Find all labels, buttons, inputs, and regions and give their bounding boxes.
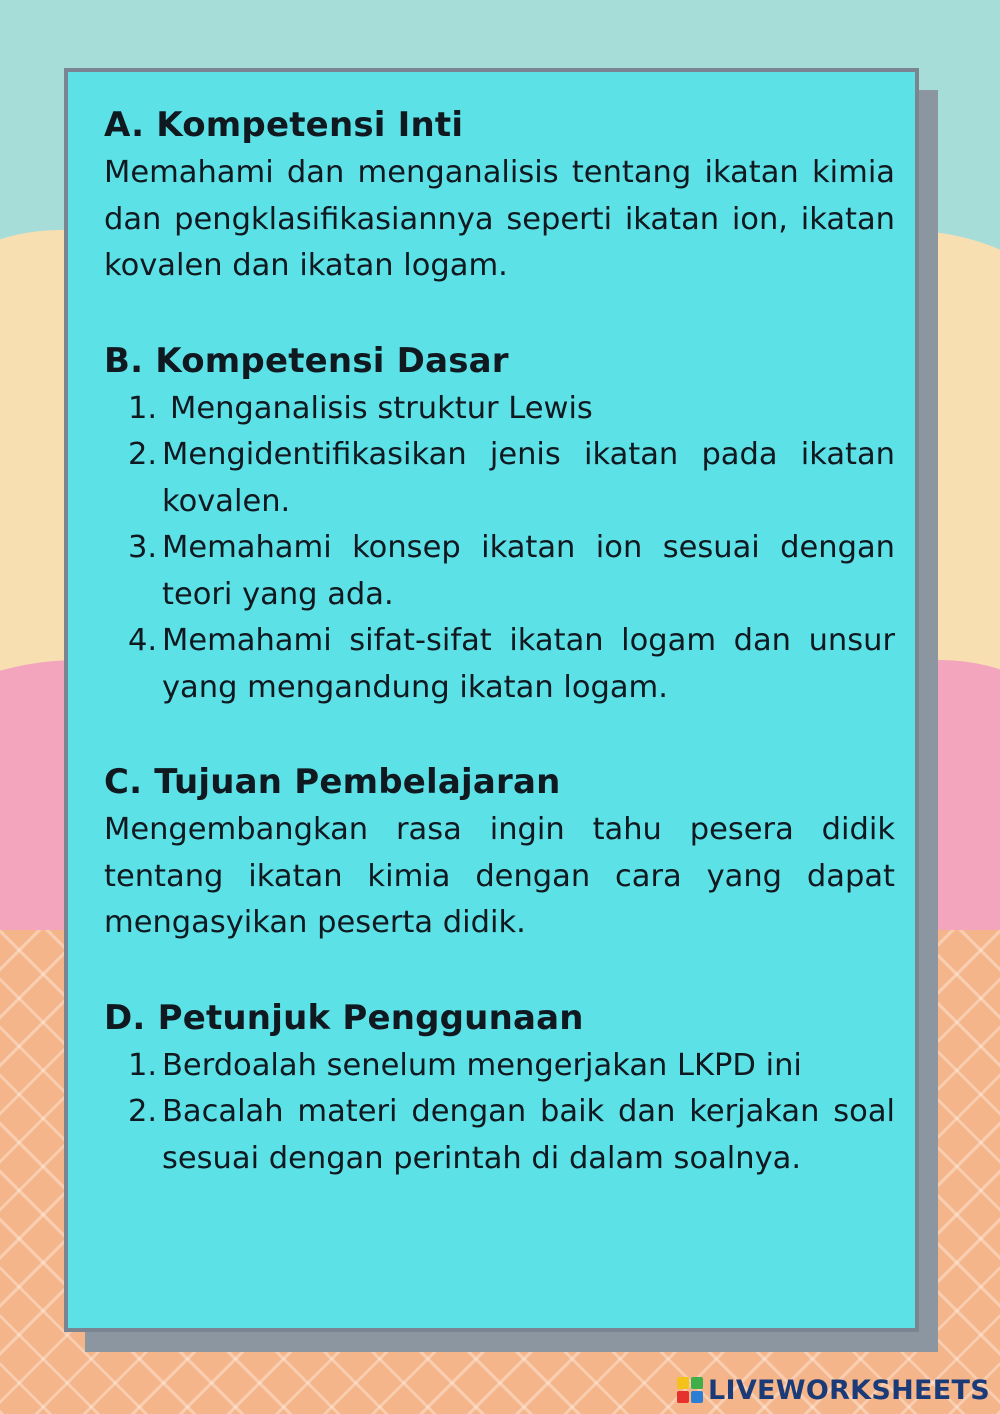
list-text: Berdoalah senelum mengerjakan LKPD ini	[162, 1047, 802, 1083]
list-item	[104, 525, 895, 618]
card-content	[104, 100, 895, 1228]
logo-square	[691, 1391, 703, 1403]
section-petunjuk-penggunaan	[104, 993, 895, 1183]
section-title: A. Kompetensi Inti	[104, 105, 464, 145]
section-body: Mengembangkan rasa ingin tahu pesera didik tentang ikatan kimia dengan cara yang dapat mengasyikan peserta didik.	[104, 812, 895, 940]
list-item	[104, 1089, 895, 1182]
section-kompetensi-inti	[104, 100, 895, 290]
list-text: Bacalah materi dengan baik dan kerjakan soal sesuai dengan perintah di dalam soalnya.	[162, 1094, 895, 1176]
section-body: Memahami dan menganalisis tentang ikatan kimia dan pengklasifikasiannya seperti ikatan ion, ikatan kovalen dan ikatan logam.	[104, 155, 895, 283]
list-number: 2.	[128, 437, 158, 472]
section-title: B. Kompetensi Dasar	[104, 340, 509, 381]
list-number: 4.	[128, 623, 158, 658]
list-text: Memahami konsep ikatan ion sesuai dengan teori yang ada.	[162, 530, 895, 612]
list-item	[104, 618, 895, 711]
section-kompetensi-dasar	[104, 336, 895, 712]
list-item	[104, 432, 895, 525]
list-number: 3.	[128, 530, 158, 565]
list-text: Menganalisis struktur Lewis	[170, 390, 593, 426]
logo-square	[677, 1377, 689, 1389]
list-item	[104, 1043, 895, 1090]
content-card	[64, 68, 919, 1332]
logo-square	[691, 1377, 703, 1389]
section-title: D. Petunjuk Penggunaan	[104, 997, 584, 1038]
list-item	[104, 386, 895, 433]
list-number: 1.	[128, 390, 158, 426]
list-text: Mengidentifikasikan jenis ikatan pada ikatan kovalen.	[162, 437, 895, 519]
brand-name: LIVEWORKSHEETS	[707, 1374, 990, 1406]
list-text: Memahami sifat-sifat ikatan logam dan unsur yang mengandung ikatan logam.	[162, 623, 895, 705]
liveworksheets-logo-icon	[677, 1377, 703, 1403]
section-title: C. Tujuan Pembelajaran	[104, 762, 561, 802]
list-number: 1.	[128, 1047, 158, 1083]
logo-square	[677, 1391, 689, 1403]
numbered-list	[104, 1043, 895, 1183]
section-tujuan-pembelajaran	[104, 757, 895, 947]
list-number: 2.	[128, 1094, 158, 1129]
liveworksheets-watermark[interactable]	[677, 1372, 990, 1408]
numbered-list	[104, 386, 895, 712]
